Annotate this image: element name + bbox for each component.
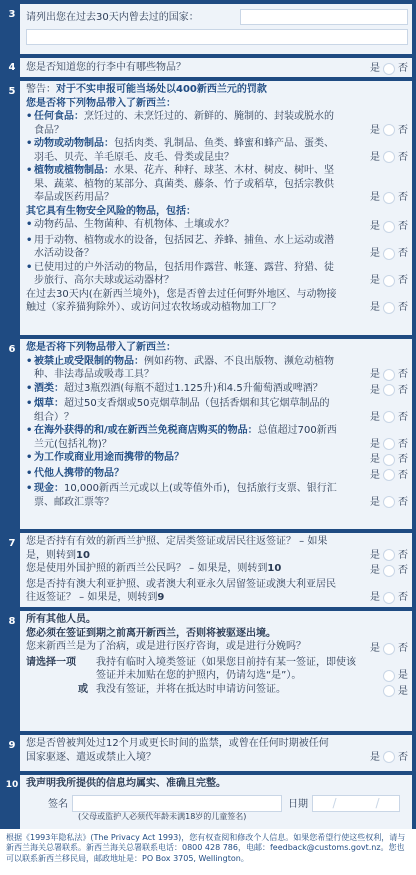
section-number: 3 [4,4,20,54]
yes-radio[interactable] [383,369,395,381]
yes-label: 是 [370,369,380,380]
yes-radio[interactable] [383,63,395,75]
section-5-heading: 您是否将下列物品带入了新西兰： [26,97,176,109]
item-title: 在海外获得的和/或在新西兰免税商店购买的物品： [34,425,258,436]
no-label: 否 [398,124,408,136]
no-label: 否 [398,248,408,259]
question-medical [26,640,408,656]
section-4 [4,58,412,77]
yes-label: 是 [370,275,380,286]
date-field[interactable] [312,795,400,812]
yes-radio[interactable] [383,751,395,763]
yes-label: 是 [370,592,380,603]
section-number: 10 [4,775,20,829]
yes-label: 是 [370,248,380,259]
yes-radio[interactable] [383,454,395,466]
item-text: 您是使用外国护照的新西兰公民吗？ – 如果是，则转到 [26,563,268,574]
warning-fine: 对于不实申报可能当场处以400新西兰元的罚款 [56,84,267,95]
item-title: 任何食品： [34,111,84,122]
item-text: 例如药物、武器、不良出版物、濒危动植物种、非法毒品或吸毒工具？ [34,355,334,380]
item-text: 烹饪过的、未烹饪过的、新鲜的、腌制的、封装或脱水的食品？ [34,111,334,136]
no-label: 否 [398,302,408,313]
warning-prefix: 警告： [26,84,56,95]
item-text: 您是否曾被判处过12个月或更长时间的监禁，或曾在任何时期被任何国家驱逐、遣返或禁止入境？ [26,738,329,763]
item-text: 超过3瓶烈酒(每瓶不超过1.125升)和4.5升葡萄酒或啤酒？ [64,382,323,394]
date-separator: / [332,795,337,810]
yes-radio[interactable] [383,549,395,561]
yes-label: 是 [370,751,380,763]
question-outdoor: • 已使用过的户外活动的物品，包括用作露营、帐篷、露营、狩猎、徒步旅行、高尔夫球或运动器材？ 是 否 [26,261,408,286]
yes-label: 是 [398,670,408,681]
countries-visited-label: 请列出您在过去30天内曾去过的国家： [26,11,199,23]
section-6-heading: 您是否将下列物品带入了新西兰： [26,342,176,353]
yes-radio[interactable] [383,248,395,260]
section-number: 6 [4,339,20,529]
yes-radio[interactable] [383,384,395,396]
option-radio[interactable] [383,685,395,697]
question-tobacco: • 烟草：超过50支香烟或50克烟草制品（包括香烟和其它烟草制品的组合）？ 是 否 [26,398,408,423]
yes-radio[interactable] [383,438,395,450]
no-label: 否 [398,411,408,423]
yes-label: 是 [370,549,380,561]
no-label: 否 [398,496,408,508]
no-label: 否 [398,369,408,380]
item-text: 您来新西兰是为了治病，或是进行医疗咨询，或是进行分娩吗？ [26,641,306,652]
yes-radio[interactable] [383,565,395,577]
no-label: 否 [398,63,408,74]
date-label: 日期 [288,799,308,810]
biosecurity-heading: 其它具有生物安全风险的物品，包括： [26,205,196,217]
question-alcohol: • 酒类：超过3瓶烈酒(每瓶不超过1.125升)和4.5升葡萄酒或啤酒？ 是 否 [26,382,408,396]
question-nz-passport [26,535,408,562]
section-8-subtitle: 您必须在签证到期之前离开新西兰，否则将被驱逐出境。 [26,627,276,639]
section-7 [4,533,412,607]
no-label: 否 [398,454,408,465]
item-title: 烟草： [34,398,64,409]
question-imprisonment [26,737,408,764]
no-label: 否 [398,751,408,763]
question-australian-passport [26,578,408,605]
signature-label: 签名 [48,799,68,810]
yes-label: 是 [370,496,380,508]
question-wild-areas [26,288,408,315]
yes-label: 是 [370,151,380,163]
yes-radio[interactable] [383,643,395,655]
yes-radio[interactable] [383,221,395,233]
no-label: 否 [398,549,408,561]
no-label: 否 [398,192,408,203]
section-number: 9 [4,735,20,771]
yes-label: 是 [370,469,380,481]
yes-radio[interactable] [383,275,395,287]
item-text: 水果、花卉、种籽、球茎、木材、树皮、树叶、坚果、蔬菜、植物的某部分、真菌类、藤条、竹子或稻草，包括宗教供奉品或医药用品？ [34,165,334,203]
item-title: 酒类： [34,382,64,394]
item-title: 为工作或商业用途而携带的物品？ [34,452,184,463]
signature-note: (父母或监护人必须代年龄未满18岁的儿童签名) [78,811,247,821]
goto-number: 10 [76,549,90,561]
item-title: 代他人携带的物品？ [34,467,124,479]
yes-radio[interactable] [383,302,395,314]
item-text: 10,000新西兰元或以上(或等值外币)，包括旅行支票、银行汇票、邮政汇票等？ [34,483,337,508]
countries-visited-field-2[interactable] [26,29,408,45]
yes-radio[interactable] [383,469,395,481]
no-label: 否 [398,438,408,450]
yes-label: 是 [370,438,380,450]
yes-radio[interactable] [383,592,395,604]
goto-number: 9 [157,592,165,603]
goto-number: 10 [267,563,282,574]
section-3 [4,4,412,54]
item-text: 用于动物、植物或水的设备，包括园艺、养蜂、捕鱼、水上运动或潜水活动设备？ [34,234,334,259]
item-title: 被禁止或受限制的物品： [34,355,144,367]
no-label: 否 [398,384,408,396]
item-text: 总值超过700新西兰元(包括礼物)？ [34,425,337,450]
choose-one-label: 请选择一项 [26,656,76,668]
option-temporary-visa [26,656,408,683]
countries-visited-field-1[interactable] [240,9,408,25]
no-label: 否 [398,643,408,654]
question-others-goods: • 代他人携带的物品？ 是 否 [26,467,408,481]
option-text: 我没有签证，并将在抵达时申请访问签证。 [96,683,286,695]
question-cash: • 现金：10,000新西兰元或以上(或等值外币)，包括旅行支票、银行汇票、邮政汇票等？ 是 否 [26,483,408,508]
section-number: 5 [4,81,20,335]
declaration-text: 我声明我所提供的信息均属实、准确且完整。 [26,778,226,789]
yes-radio[interactable] [383,151,395,163]
section-5 [4,81,412,335]
yes-label: 是 [370,411,380,423]
yes-label: 是 [370,63,380,74]
yes-label: 是 [370,302,380,313]
option-text: 我持有临时入境类签证（如果您目前持有某一签证，即使该签证并未加贴在您的护照内，仍请勾选“是”）。 [96,656,356,681]
yes-label: 是 [370,192,380,203]
option-no-visa [26,683,408,699]
no-label: 否 [398,151,408,163]
privacy-text: 根据《1993年隐私法》(The Privacy Act 1993)，您有权查阅和修改个人信息。如果您希望行使这些权利，请与新西兰海关总署联系。新西兰海关总署联系电话：0800 428 786，电邮：feedback@customs.govt.nz。您也可以联系新西兰移民局，邮政地址是：PO Box 3705, Wellington。 [6,833,406,863]
yes-radio[interactable] [383,124,395,136]
yes-label: 是 [370,124,380,136]
yes-radio[interactable] [383,192,395,204]
question-equipment: • 用于动物、植物或水的设备，包括园艺、养蜂、捕鱼、水上运动或潜水活动设备？ 是 否 [26,234,408,259]
item-text: 您是否持有澳大利亚护照、或者澳大利亚永久居留签证或澳大利亚居民往返签证？ – 如果是，则转到 [26,578,336,603]
item-title: 植物或植物制品： [34,165,114,176]
yes-label: 是 [370,565,380,576]
no-label: 否 [398,592,408,603]
yes-label: 是 [370,221,380,232]
privacy-footer [0,829,416,875]
question-prohibited: • 被禁止或受限制的物品：例如药物、武器、不良出版物、濒危动植物种、非法毒品或吸毒工具？ 是 否 [26,355,408,380]
yes-label: 是 [398,685,408,697]
item-title: 动物或动物制品： [34,138,114,149]
section-number: 4 [4,58,20,77]
yes-radio[interactable] [383,496,395,508]
section-8-title: 所有其他人员。 [26,614,96,625]
question-animal: • 动物或动物制品：包括肉类、乳制品、鱼类、蜂蜜和蜂产品、蛋类、羽毛、贝壳、羊毛原毛、皮毛、骨类或昆虫？ 是 否 [26,138,408,163]
question-plant: • 植物或植物制品：水果、花卉、种籽、球茎、木材、树皮、树叶、坚果、蔬菜、植物的某部分、真菌类、藤条、竹子或稻草，包括宗教供奉品或医药用品？ 是 否 [26,165,408,203]
section-6 [4,339,412,529]
question-nz-citizen-foreign-passport [26,562,408,578]
item-text: 超过50支香烟或50克烟草制品（包括香烟和其它烟草制品的组合）？ [34,398,330,423]
section-number: 8 [4,611,20,731]
yes-radio[interactable] [383,411,395,423]
item-text: 在过去30天内(在新西兰境外)，您是否曾去过任何野外地区、与动物接触过（家养猫狗除外）、或访问过农牧场或动植物加工厂？ [26,288,337,313]
or-label: 或 [78,683,88,695]
section-8 [4,611,412,731]
yes-label: 是 [370,454,380,465]
section-10 [4,775,412,829]
question-biological: • 动物药品、生物菌种、有机物体、土壤或水？ 是 否 [26,219,408,232]
no-label: 否 [398,221,408,232]
question-overseas-goods: • 在海外获得的和/或在新西兰免税商店购买的物品：总值超过700新西兰元(包括礼物)？ 是 否 [26,425,408,450]
no-label: 否 [398,469,408,481]
signature-field[interactable] [72,795,282,812]
yes-label: 是 [370,643,380,654]
item-text: 已使用过的户外活动的物品，包括用作露营、帐篷、露营、狩猎、徒步旅行、高尔夫球或运动器材？ [34,261,334,286]
yes-label: 是 [370,384,380,396]
no-label: 否 [398,565,408,576]
question-food: • 任何食品：烹饪过的、未烹饪过的、新鲜的、腌制的、封装或脱水的食品？ 是 否 [26,111,408,136]
item-text: 包括肉类、乳制品、鱼类、蜂蜜和蜂产品、蛋类、羽毛、贝壳、羊毛原毛、皮毛、骨类或昆虫？ [34,138,334,163]
date-separator: / [375,795,380,810]
item-text: 您是否持有有效的新西兰护照、定居类签证或居民往返签证？ – 如果是，则转到 [26,536,328,561]
item-title: 现金： [34,483,64,494]
question-business-goods: • 为工作或商业用途而携带的物品？ 是 否 [26,452,408,465]
section-9 [4,735,412,771]
luggage-question: 您是否知道您的行李中有哪些物品？ [26,62,186,73]
item-text: 动物药品、生物菌种、有机物体、土壤或水？ [34,219,234,230]
option-radio[interactable] [383,670,395,682]
section-number: 7 [4,533,20,607]
no-label: 否 [398,275,408,286]
